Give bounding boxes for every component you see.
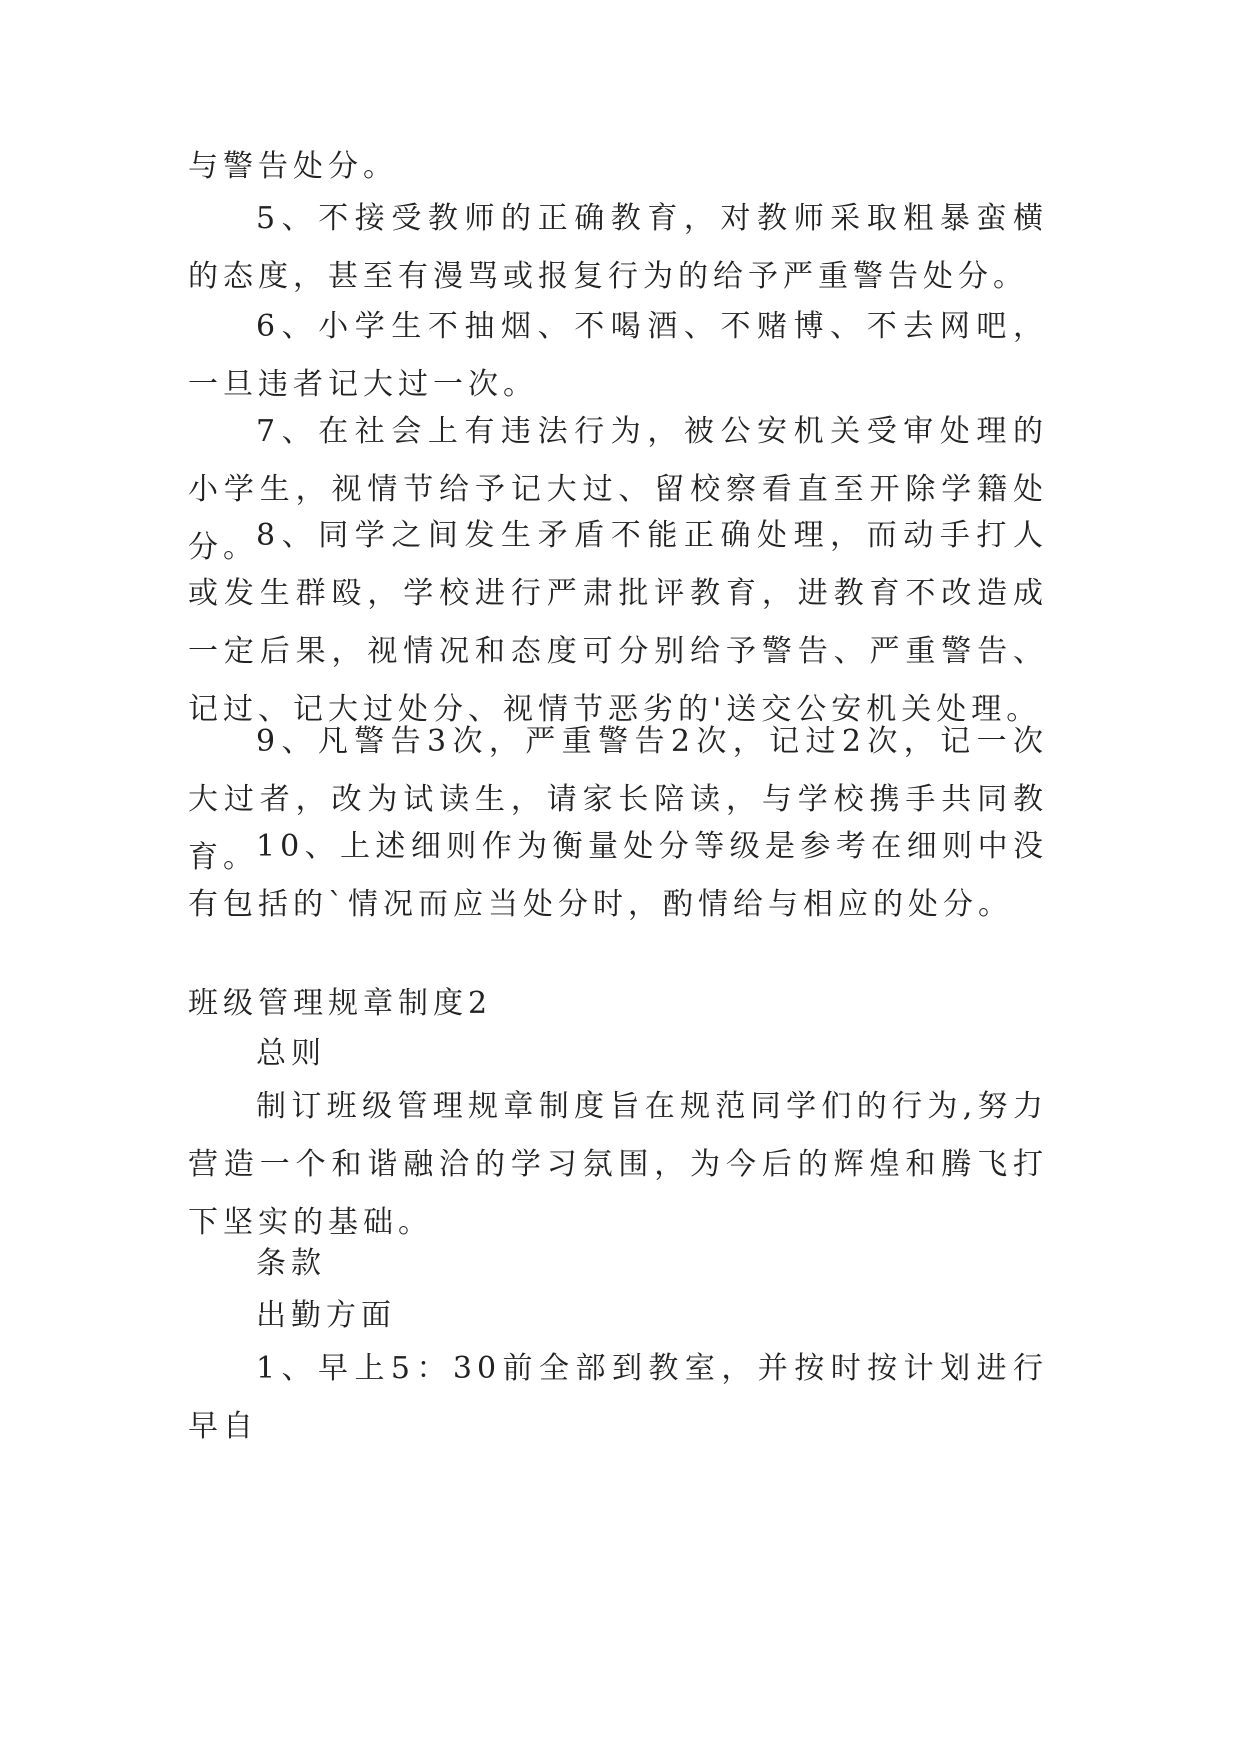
paragraph-attendance-1: 1、早上5：30前全部到教室，并按时按计划进行早自 [188,1351,1048,1444]
subheading-attendance: 出勤方面 [256,1298,396,1333]
paragraph-rule-7: 7、在社会上有违法行为，被公安机关受审处理的小学生，视情节给予记大过、留校察看直至开除学籍处分。 [188,414,1048,565]
paragraph-rule-5: 5、不接受教师的正确教育，对教师采取粗暴蛮横的态度，甚至有漫骂或报复行为的给予严重警告处分。 [188,201,1048,294]
subheading-clauses: 条款 [256,1246,326,1281]
paragraph-continuation: 与警告处分。 [188,149,398,184]
paragraph-rule-10: 10、上述细则作为衡量处分等级是参考在细则中没有包括的`情况而应当处分时，酌情给与相应的处分。 [188,829,1048,922]
paragraph-general-purpose: 制订班级管理规章制度旨在规范同学们的行为,努力营造一个和谐融洽的学习氛围，为今后的辉煌和腾飞打下坚实的基础。 [188,1089,1048,1240]
subheading-general: 总则 [256,1036,326,1071]
paragraph-rule-8: 8、同学之间发生矛盾不能正确处理，而动手打人或发生群殴，学校进行严肃批评教育，进教育不改造成一定后果，视情况和态度可分别给予警告、严重警告、记过、记大过处分、视情节恶劣的'送交公安机关处理。 [188,518,1048,727]
paragraph-rule-9: 9、凡警告3次，严重警告2次，记过2次，记一次大过者，改为试读生，请家长陪读，与学校携手共同教育。 [188,724,1048,875]
section-title: 班级管理规章制度2 [188,986,493,1021]
paragraph-rule-6: 6、小学生不抽烟、不喝酒、不赌博、不去网吧，一旦违者记大过一次。 [188,309,1048,402]
